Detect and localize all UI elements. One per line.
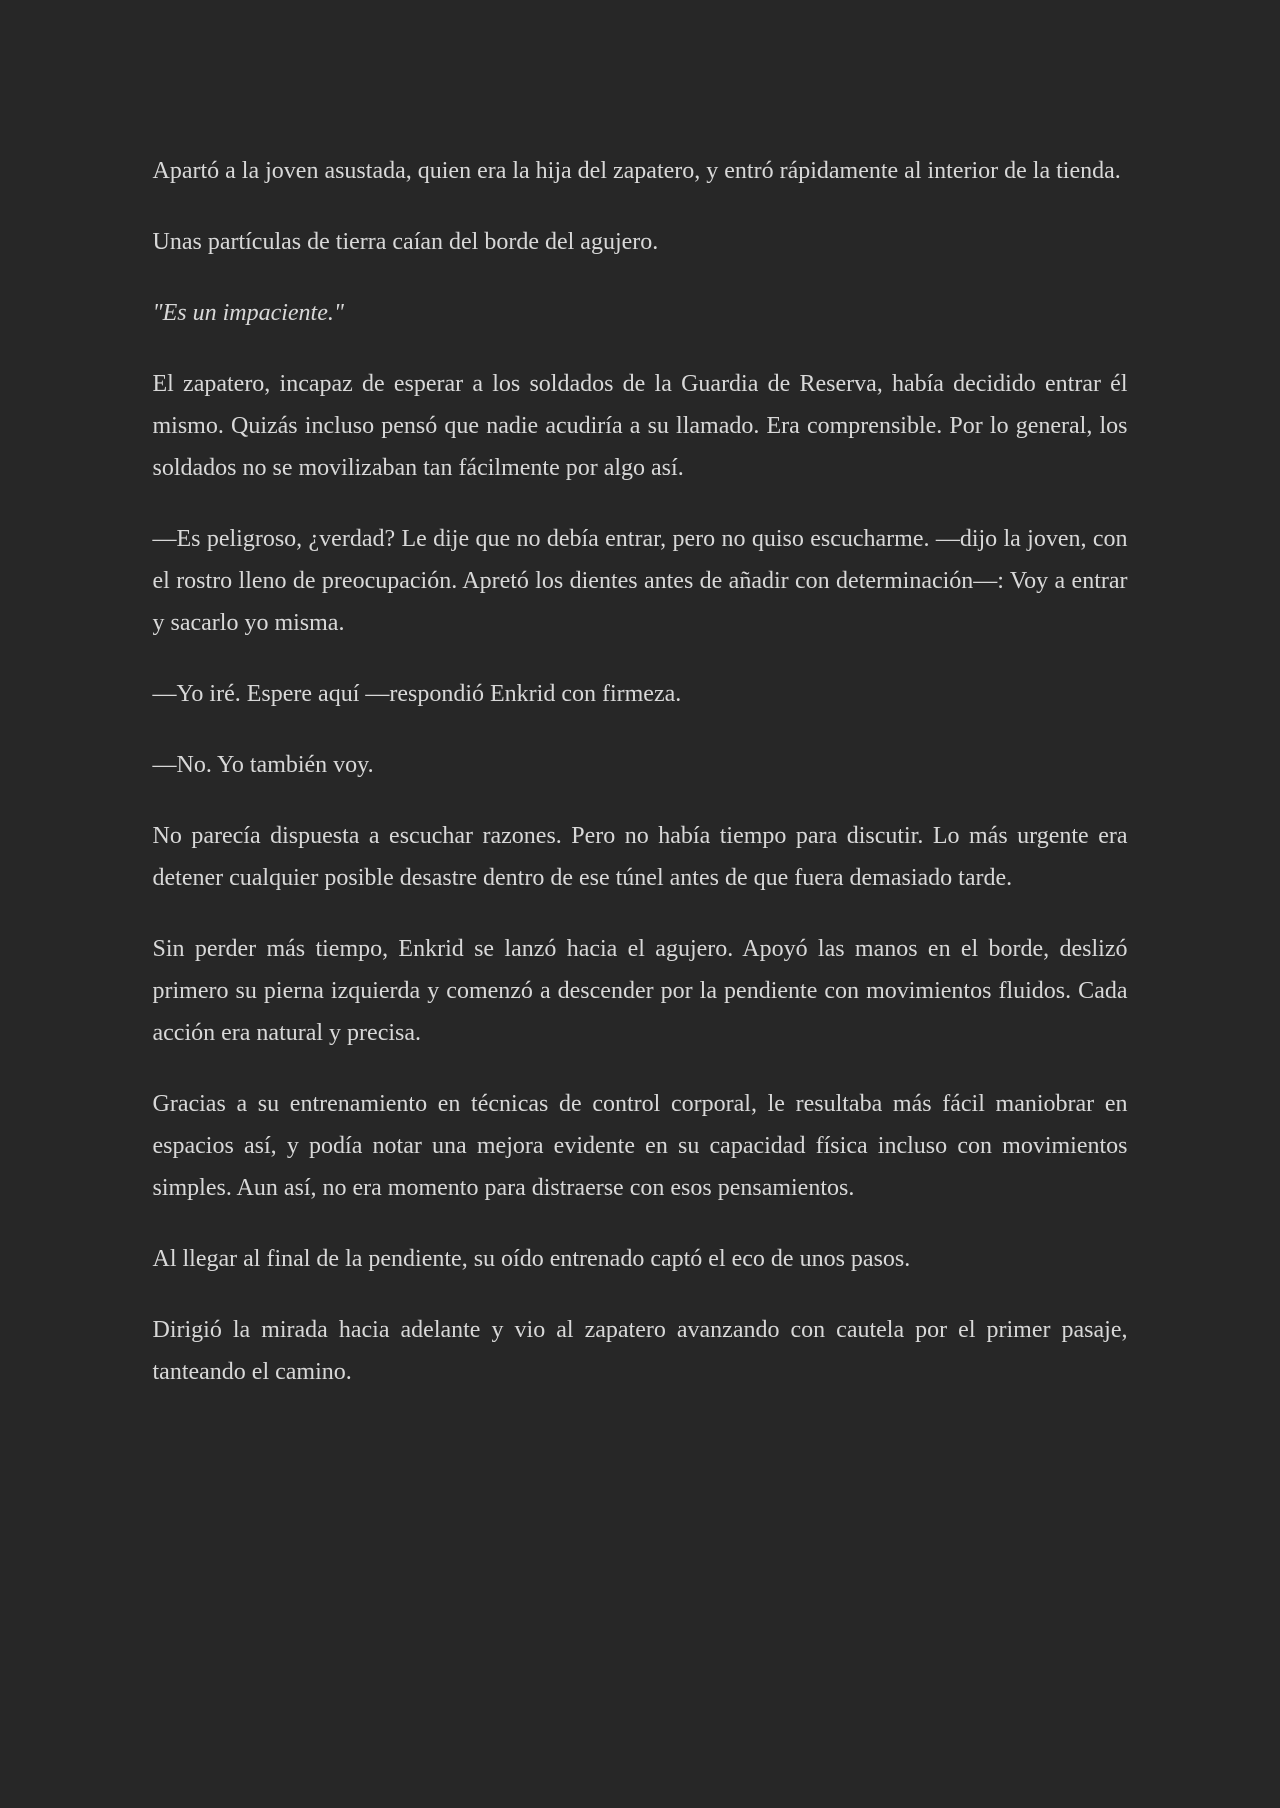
paragraph: —No. Yo también voy.	[152, 752, 374, 778]
paragraph: Sin perder más tiempo, Enkrid se lanzó hacia el agujero. Apoyó las manos en el borde, deslizó primero su pierna izquierda y comenzó a descender por la pendiente con movimientos fluidos. Cada acción era natural y precisa.	[152, 936, 1128, 1046]
reader-text-page	[153, 0, 1128, 1393]
paragraph: No parecía dispuesta a escuchar razones. Pero no había tiempo para discutir. Lo más urgente era detener cualquier posible desastre dentro de ese túnel antes de que fuera demasiado tarde.	[152, 823, 1128, 891]
paragraph: —Es peligroso, ¿verdad? Le dije que no debía entrar, pero no quiso escucharme. —dijo la joven, con el rostro lleno de preocupación. Apretó los dientes antes de añadir con determinación—: Voy a entrar y sacarlo yo misma.	[152, 526, 1128, 636]
paragraph: Dirigió la mirada hacia adelante y vio al zapatero avanzando con cautela por el primer pasaje, tanteando el camino.	[152, 1317, 1128, 1385]
paragraph-italic-quote: "Es un impaciente."	[152, 300, 344, 326]
paragraph: Al llegar al final de la pendiente, su oído entrenado captó el eco de unos pasos.	[152, 1246, 911, 1272]
paragraph: Apartó a la joven asustada, quien era la hija del zapatero, y entró rápidamente al interior de la tienda.	[152, 158, 1121, 184]
paragraph: Gracias a su entrenamiento en técnicas de control corporal, le resultaba más fácil maniobrar en espacios así, y podía notar una mejora evidente en su capacidad física incluso con movimientos simples. Aun así, no era momento para distraerse con esos pensamientos.	[152, 1091, 1128, 1201]
paragraph: El zapatero, incapaz de esperar a los soldados de la Guardia de Reserva, había decidido entrar él mismo. Quizás incluso pensó que nadie acudiría a su llamado. Era comprensible. Por lo general, los soldados no se movilizaban tan fácilmente por algo así.	[152, 371, 1128, 481]
paragraph: —Yo iré. Espere aquí —respondió Enkrid con firmeza.	[152, 681, 682, 707]
paragraph: Unas partículas de tierra caían del borde del agujero.	[152, 229, 659, 255]
